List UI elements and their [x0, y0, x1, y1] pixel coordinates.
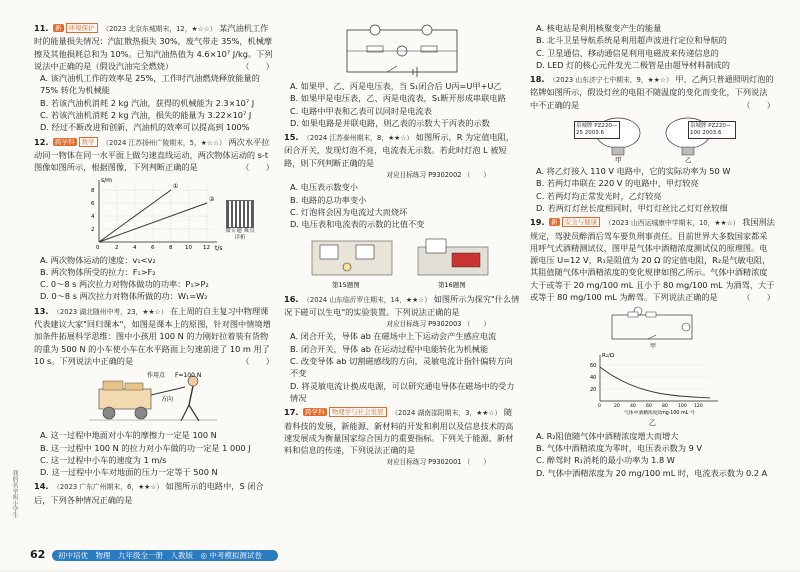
answer-paren: （ ）: [463, 458, 490, 467]
y-axis-label: R₂/Ω: [601, 353, 614, 360]
question-text: 如图所示为探究"什么情况下磁可以生电"的实验装置。下列说法正确的是: [284, 293, 520, 317]
r2-curve: [600, 367, 710, 398]
x-tick: 80: [661, 404, 668, 410]
option-a: A. 核电站是利用核聚变产生的能量: [536, 23, 662, 33]
option-a: A. 这一过程中地面对小车的摩擦力一定是 100 N: [40, 430, 217, 441]
question-source: （2023 湖北随州中考，23，★★☆）: [53, 307, 168, 316]
option-d: D. 将灵敏电流计换成电源，可以研究通电导体在磁场中的受力情况: [290, 380, 515, 403]
cart-figure: [89, 369, 219, 427]
option-b: B. 闭合开关，导体 ab 在运动过程中电能转化为机械能: [290, 343, 489, 354]
question-number: 13.: [34, 305, 49, 316]
question-number: 15.: [284, 132, 299, 143]
x-tick: 2: [115, 244, 119, 251]
option-d: D. LED 灯的核心元件发光二极管是由超导材料制成的: [536, 59, 730, 70]
x-axis-label: 气体中酒精浓度/(mg·100 mL⁻¹): [623, 411, 695, 416]
y-tick: 60: [589, 363, 596, 370]
option-b: B. 若两灯串联在 220 V 的电路中，甲灯较亮: [536, 178, 699, 189]
question-text: 我国刑法规定，驾驶员醉酒后驾车要负刑事责任。目前世界大多数国家都采用呼气式酒精测试仪，图甲是气体中酒精浓度测试仪的原理图。电源电压 U=12 V，R₁是阻值为 20 Ω 的定值电阻，R₂是气敏电阻，其阻值随气体中酒精浓度的变化规律如图乙所示。气体中酒精浓度大于或等于 20 mg/100 mL 且小于 80 mg/100 mL 为酒驾，大于或等于 80 mg/100 mL 为醉驾。下列说法正确的是: [530, 217, 775, 303]
question-text: 某汽油机工作时的能量损失情况：汽缸散热损失 30%，废气带走 35%，机械摩擦及其他损耗总和为 10%。已知汽油热值为 4.6×10⁷ J/kg。下列说法中正确的是（假设汽油完全燃烧）: [34, 23, 273, 71]
question-number: 16.: [284, 293, 299, 304]
option-b: B. 如果甲是电压表，乙、丙是电流表，S₁断开形成串联电路: [290, 93, 506, 104]
option-d: D. 电压表和电流表的示数的比值不变: [290, 219, 425, 230]
cross-subject-tag: 跨学科: [55, 137, 75, 146]
question-source: （2023 山东济宁七中期末，9，★★☆）: [549, 76, 673, 85]
y-axis-label: s/m: [101, 176, 112, 184]
question-text: 如图所示，R 为定值电阻，闭合开关，发现灯泡不亮，电流表无示数。若此时灯泡 L 被短路，则下列判断正确的是: [284, 132, 515, 168]
question-19: [530, 216, 775, 479]
question-source: （2024 山东临沂罗庄期末，14，★★☆）: [303, 295, 432, 304]
question-13: [34, 305, 274, 479]
column-left: [34, 22, 274, 508]
question-number: 14.: [34, 481, 49, 492]
y-tick: 20: [589, 387, 596, 394]
option-d: D. 经过不断改进和创新，汽油机的效率可以提高到 100%: [40, 122, 250, 133]
fig-caption-16: 第16题图: [438, 280, 466, 289]
figures-15-16: [302, 233, 502, 291]
bulb1-label: 泉城牌 PZ220—25 2003.6: [574, 121, 620, 139]
option-d: D. 气体中酒精浓度为 20 mg/100 mL 时，电流表示数为 0.2 A: [536, 467, 768, 478]
option-c: C. 若两灯均正常发光时，乙灯较亮: [536, 190, 662, 201]
question-text: 随着科技的发展，新能源、新材料的开发和利用以及信息技术的高速发展成为衡量国家综合国力的重要指标。下列关于能源、新材料和信息的传递，下列说法正确的是: [284, 407, 514, 456]
answer-paren: （ ）: [742, 292, 775, 303]
page-number: 62: [30, 548, 46, 561]
answer-paren: （ ）: [463, 171, 490, 180]
circuit-figure-19: [598, 305, 708, 349]
option-a: A. 电压表示数变小: [290, 182, 358, 193]
answer-paren: （ ）: [463, 320, 490, 329]
y-tick: 4: [91, 213, 95, 220]
fig-force: F=100 N: [175, 372, 202, 380]
column-right: [530, 22, 775, 481]
fig-caption-15: 第15题图: [332, 280, 360, 289]
bulbs-figure: [568, 113, 738, 163]
question-14: [34, 480, 274, 506]
question-11: [34, 22, 274, 134]
y-tick: 6: [91, 200, 95, 207]
cross-subject-tag: 跨学科: [305, 408, 325, 417]
x-tick: 10: [185, 244, 192, 251]
new-tag: 新: [55, 24, 62, 32]
fig-label: 作用点: [147, 372, 166, 380]
question-source: （2024 江苏扬州广陵期末，5，★☆☆）: [102, 138, 226, 147]
option-c: C. 卫星通信、移动通信是利用电磁波来传递信息的: [536, 47, 719, 58]
answer-paren: （ ）: [241, 60, 274, 71]
x-tick: 100: [677, 404, 687, 410]
page-footer: [30, 548, 510, 571]
question-17: [284, 406, 520, 468]
bulb2-label: 泉城牌 PZ220—100 2003.6: [688, 121, 736, 139]
x-tick: 4: [133, 244, 137, 251]
option-c: C. 灯泡将会因为电流过大而烧坏: [290, 206, 408, 217]
option-c: C. 电路中甲表和乙表可以同时是电流表: [290, 105, 432, 116]
topic-tag: 数学: [79, 137, 98, 147]
column-middle: [284, 22, 520, 471]
x-tick: 6: [151, 244, 155, 251]
y-tick: 40: [589, 375, 596, 382]
topic-tag: 物理学与社会发展: [329, 407, 387, 417]
label-jia: 甲: [614, 156, 621, 164]
r2-concentration-graph: [578, 351, 728, 415]
footer-band: 初中培优 物理 九年级全一册 人教版 ◎ 中考模拟测试卷（二）: [52, 550, 278, 561]
question-18: [530, 73, 775, 214]
option-a: A. R₂阻值随气体中酒精浓度增大而增大: [536, 430, 679, 441]
question-text: 甲、乙两只普通照明灯泡的铭牌如图所示，假设灯丝的电阻不随温度的变化而变化，下列说法中不正确的是: [530, 74, 774, 110]
qr-code-icon[interactable]: [226, 200, 254, 228]
question-number: 11.: [34, 23, 49, 33]
x-tick: 20: [613, 404, 620, 410]
question-number: 12.: [34, 136, 49, 147]
side-note: 我的名字叫小学生: [11, 470, 18, 518]
option-a: A. 闭合开关，导体 ab 在磁场中上下运动会产生感应电流: [290, 331, 497, 342]
answer-paren: （ ）: [742, 99, 775, 110]
option-c: C. 改变导体 ab 切割磁感线的方向，灵敏电流计指针偏转方向不变: [290, 356, 513, 379]
option-b: B. 这一过程中 100 N 的拉力对小车做的功一定是 1 000 J: [40, 442, 251, 453]
series-label-2: ②: [209, 195, 215, 203]
x-tick: 0: [96, 244, 100, 251]
label-yi: 乙: [684, 156, 691, 164]
question-text: 两次水平拉动同一物体在同一水平面上做匀速直线运动，两次物体运动的 s-t 图像如图所示，根据图像，下列判断正确的是: [34, 136, 270, 173]
reference-note: 对应目标练习 P9302003: [386, 320, 462, 329]
question-17-options: [530, 22, 775, 71]
label-yi: 乙: [649, 419, 656, 428]
question-source: （2023 北京东城期末，12，★☆☆）: [102, 25, 217, 33]
reference-note: 对应目标练习 P9302002: [386, 171, 462, 180]
option-b: B. 两次物体所受的拉力：F₁>F₂: [40, 266, 156, 277]
option-c: C. 若该汽油机消耗 2 kg 汽油，损失的能量为 3.22×10⁷ J: [40, 110, 252, 121]
option-d: D. 这一过程中小车对地面的压力一定等于 500 N: [40, 467, 218, 478]
new-tag: 新: [551, 218, 558, 227]
option-b: B. 若该汽油机消耗 2 kg 汽油，获得的机械能为 2.3×10⁷ J: [40, 97, 255, 108]
topic-tag: 环境保护: [66, 23, 98, 33]
option-a: A. 如果甲、乙、丙是电压表，当 S₁闭合后 U丙=U甲+U乙: [290, 81, 502, 91]
qr-label: 微专题 难点详析: [225, 228, 255, 241]
option-b: B. 气体中酒精浓度为零时，电压表示数为 9 V: [536, 442, 703, 453]
topic-tag: 安全与健康: [562, 217, 601, 227]
circuit-figure-14: [327, 24, 477, 78]
question-number: 19.: [530, 217, 545, 228]
question-number: 18.: [530, 74, 545, 85]
question-source: （2024 江苏泰州期末，8，★★☆）: [303, 134, 414, 143]
y-tick: 8: [91, 187, 95, 194]
x-axis-label: t/s: [215, 244, 223, 252]
option-a: A. 该汽油机工作的效率是 25%，工作时汽油燃烧释放能量的 75% 转化为机械能: [40, 73, 260, 96]
question-source: （2023 山西运城康中学期末，10，★★☆）: [604, 219, 740, 228]
y-tick: 2: [91, 226, 95, 233]
question-14-options: [284, 80, 520, 129]
x-tick: 40: [629, 404, 636, 410]
option-b: B. 北斗卫星导航系统是利用超声波进行定位和导航的: [536, 35, 727, 46]
option-c: C. 0～8 s 两次拉力对物体做功的功率：P₁>P₂: [40, 279, 209, 290]
option-d: D. 0～8 s 两次拉力对物体所做的功：W₁=W₂: [40, 291, 208, 302]
answer-paren: （ ）: [241, 162, 274, 173]
x-tick: 12: [203, 244, 210, 251]
option-b: B. 电路的总功率变小: [290, 194, 367, 205]
st-graph: [79, 176, 229, 252]
option-c: C. 醉驾时 R₁消耗的最小功率为 1.8 W: [536, 455, 675, 466]
x-tick: 0: [597, 404, 601, 410]
option-a: A. 将乙灯接入 110 V 电路中，它的实际功率为 50 W: [536, 166, 731, 177]
question-text: 如图所示的电路中，S 闭合后，下列各种情况正确的是: [34, 481, 264, 505]
question-source: （2023 广东广州期末，6，★★☆）: [53, 483, 164, 492]
fig-direction: 方向: [161, 396, 174, 404]
question-16: [284, 293, 520, 405]
x-tick: 120: [693, 404, 703, 410]
option-d: D. 若两灯灯丝长度相同时，甲灯灯丝比乙灯灯丝较细: [536, 202, 728, 213]
option-c: C. 这一过程中小车的速度为 1 m/s: [40, 454, 167, 465]
question-text: 在上周的自主复习中物理课代表建议大家"回归课本"，如图是课本上的原图，针对图中情境增加条件拓展科学思维：图中小孩用 100 N 的力刚好拉着装有货物的重为 500 N 的小车使小车在水平路面上匀速前进了 10 m 用了 10 s。下列说法中正确的是: [34, 305, 271, 366]
question-15: [284, 131, 520, 290]
option-a: A. 两次物体运动的速度：v₁<v₂: [40, 254, 156, 265]
x-tick: 60: [645, 404, 652, 410]
question-number: 17.: [284, 407, 299, 418]
option-d: D. 如果电路是并联电路，则乙表的示数大于丙表的示数: [290, 117, 490, 128]
x-tick: 8: [169, 244, 173, 251]
series-label-1: ①: [173, 182, 179, 190]
question-source: （2024 湖南邵阳期末，3，★★☆）: [391, 409, 502, 418]
answer-paren: （ ）: [241, 355, 274, 366]
reference-note: 对应目标练习 P9302001: [386, 458, 462, 467]
label-jia: 甲: [649, 343, 656, 350]
